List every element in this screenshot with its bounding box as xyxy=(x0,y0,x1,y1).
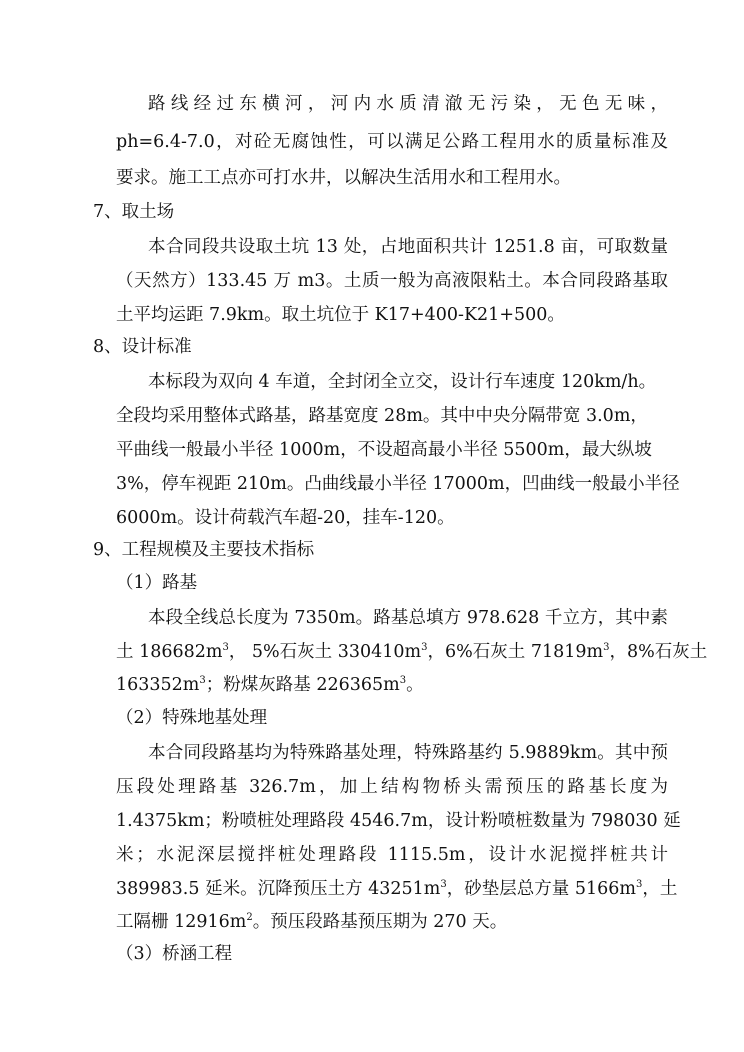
water-paragraph-line-3: 要求。施工工点亦可打水井，以解决生活用水和工程用水。 xyxy=(116,168,571,188)
roadbed-paragraph-line-1: 本段全线总长度为 7350m。路基总填方 978.628 千立方，其中素 xyxy=(148,608,668,628)
foundation-line-5-part-c: ，土 xyxy=(642,879,678,899)
roadbed-line-3-part-c: 。 xyxy=(406,675,424,695)
foundation-paragraph-line-6 xyxy=(116,910,668,934)
superscript-3: 3 xyxy=(222,642,229,654)
section-heading-design-standard: 8、设计标准 xyxy=(93,337,192,357)
superscript-2: 2 xyxy=(246,912,253,924)
roadbed-line-2-part-b: ， 5%石灰土 330410m xyxy=(228,642,422,662)
roadbed-line-2-part-a: 土 186682m xyxy=(116,642,223,662)
design-paragraph-line-4: 3%，停车视距 210m。凸曲线最小半径 17000m，凹曲线一般最小半径 xyxy=(116,474,680,494)
roadbed-paragraph-line-2 xyxy=(116,640,708,664)
borrow-paragraph-line-3: 土平均运距 7.9km。取土坑位于 K17+400-K21+500。 xyxy=(116,305,565,325)
superscript-3: 3 xyxy=(635,879,643,891)
section-heading-project-scale: 9、工程规模及主要技术指标 xyxy=(93,540,315,560)
roadbed-line-3-part-a: 163352m xyxy=(116,675,200,695)
foundation-paragraph-line-1: 本合同段路基均为特殊路基处理，特殊路基约 5.9889km。其中预 xyxy=(148,743,668,763)
roadbed-paragraph-line-3 xyxy=(116,673,668,697)
superscript-3: 3 xyxy=(199,675,206,687)
foundation-paragraph-line-5 xyxy=(116,877,678,901)
design-paragraph-line-1: 本标段为双向 4 车道，全封闭全立交，设计行车速度 120km/h。 xyxy=(148,372,657,392)
water-paragraph-line-1: 路线经过东横河，河内水质清澈无污染，无色无味， xyxy=(148,94,668,114)
roadbed-line-2-part-c: ，6%石灰土 71819m xyxy=(427,642,604,662)
borrow-paragraph-line-1: 本合同段共设取土坑 13 处，占地面积共计 1251.8 亩，可取数量 xyxy=(148,237,668,257)
borrow-paragraph-line-2: （天然方）133.45 万 m3。土质一般为高液限粘土。本合同段路基取 xyxy=(116,271,668,291)
section-heading-borrow-pit: 7、取土场 xyxy=(93,202,175,222)
foundation-line-5-part-b: ，砂垫层总方量 5166m xyxy=(446,879,636,899)
design-paragraph-line-2: 全段均采用整体式路基，路基宽度 28m。其中中央分隔带宽 3.0m， xyxy=(116,406,648,426)
superscript-3: 3 xyxy=(603,642,610,654)
foundation-line-6-part-b: 。预压段路基预压期为 270 天。 xyxy=(252,912,508,932)
foundation-line-5-part-a: 389983.5 延米。沉降预压土方 43251m xyxy=(116,879,441,899)
foundation-paragraph-line-3: 1.4375km；粉喷桩处理路段 4546.7m，设计粉喷桩数量为 798030 延 xyxy=(116,811,681,831)
design-paragraph-line-5: 6000m。设计荷载汽车超-20，挂车-120。 xyxy=(116,508,455,528)
water-paragraph-line-2: ph=6.4-7.0，对砼无腐蚀性，可以满足公路工程用水的质量标准及 xyxy=(116,132,668,152)
roadbed-line-3-part-b: ；粉煤灰路基 226365m xyxy=(205,675,400,695)
superscript-3: 3 xyxy=(440,879,447,891)
foundation-paragraph-line-2: 压段处理路基 326.7m，加上结构物桥头需预压的路基长度为 xyxy=(116,777,668,797)
subsection-heading-special-foundation: （2）特殊地基处理 xyxy=(116,708,268,728)
design-paragraph-line-3: 平曲线一般最小半径 1000m，不设超高最小半径 5500m，最大纵坡 xyxy=(116,440,652,460)
subsection-heading-roadbed: （1）路基 xyxy=(116,573,198,593)
subsection-heading-bridges-culverts: （3）桥涵工程 xyxy=(116,944,233,964)
roadbed-line-2-part-d: ，8%石灰土 xyxy=(609,642,708,662)
foundation-paragraph-line-4: 米；水泥深层搅拌桩处理路段 1115.5m，设计水泥搅拌桩共计 xyxy=(116,845,668,865)
foundation-line-6-part-a: 工隔栅 12916m xyxy=(116,912,247,932)
superscript-3: 3 xyxy=(421,642,428,654)
superscript-3: 3 xyxy=(399,675,407,687)
